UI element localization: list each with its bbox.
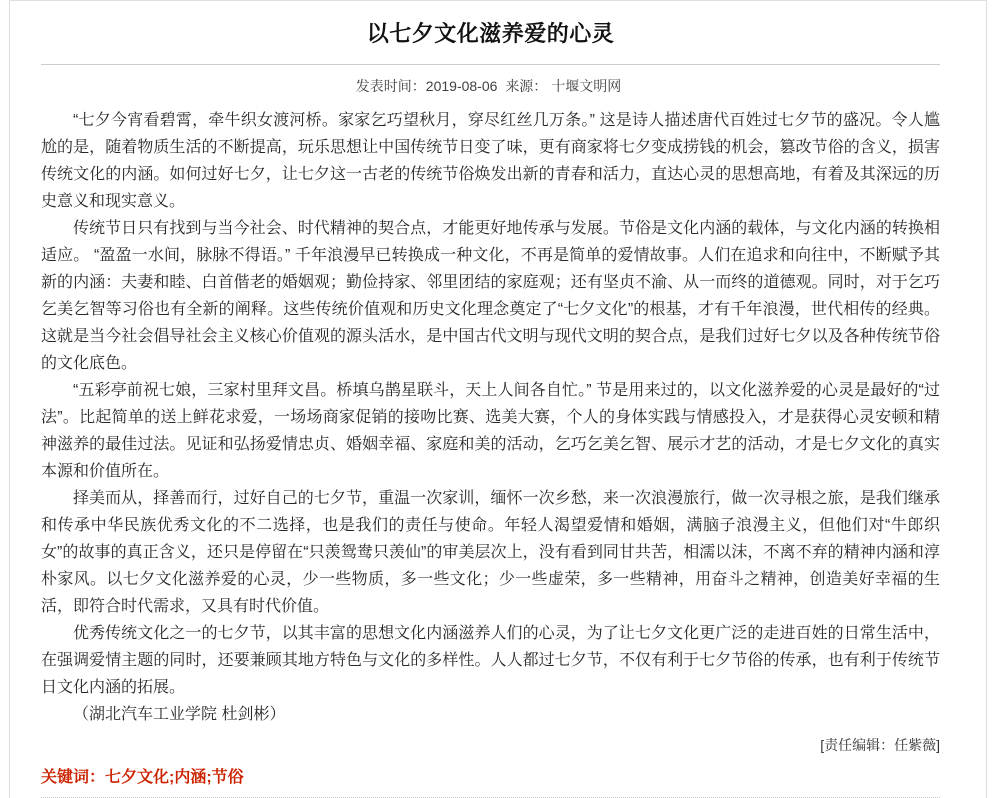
source-value: 十堰文明网 (551, 78, 622, 94)
article-container (10, 1, 986, 798)
editor-credit: [责任编辑：任紫薇] (820, 737, 940, 753)
article-meta (41, 65, 940, 105)
publish-time-value: 2019-08-06 (425, 78, 498, 94)
keywords-line (41, 767, 940, 789)
keywords-label: 关键词： (41, 769, 106, 786)
paragraph-2: 传统节日只有找到与当今社会、时代精神的契合点，才能更好地传承与发展。节俗是文化内涵的载体，与文化内涵的转换相适应。 “盈盈一水间，脉脉不得语。” 千年浪漫早已转换成一种文化，不再是简单的爱情故事。人们在追求和向往中，不断赋予其新的内涵：夫妻和睦、白首偕老的婚姻观；勤俭持家、邻里团结的家庭观；还有坚贞不渝、从一而终的道德观。同时，对于乞巧乞美乞智等习俗也有全新的阐释。这些传统价值观和历史文化理念奠定了“七夕文化”的根基，才有千年浪漫，世代相传的经典。这就是当今社会倡导社会主义核心价值观的源头活水，是中国古代文明与现代文明的契合点，是我们过好七夕以及各种传统节俗的文化底色。 (41, 220, 940, 372)
article-page-frame (9, 0, 987, 798)
paragraph-3: “五彩亭前祝七娘，三家村里拜文昌。桥填乌鹊星联斗，天上人间各自忙。” 节是用来过的，以文化滋养爱的心灵是最好的“过法”。比起简单的送上鲜花求爱，一场场商家促销的接吻比赛、选美大赛，个人的身体实践与情感投入，才是获得心灵安顿和精神滋养的最佳过法。见证和弘扬爱情忠贞、婚姻幸福、家庭和美的活动，乞巧乞美乞智、展示才艺的活动，才是七夕文化的真实本源和价值所在。 (41, 382, 940, 480)
source-label: 来源： (505, 78, 548, 94)
article-title: 以七夕文化滋养爱的心灵 (366, 21, 615, 46)
keywords-value: 七夕文化;内涵;节俗 (105, 769, 244, 786)
paragraph-4: 择美而从，择善而行，过好自己的七夕节，重温一次家训，缅怀一次乡愁，来一次浪漫旅行，做一次寻根之旅，是我们继承和传承中华民族优秀文化的不二选择，也是我们的责任与使命。年轻人渴望爱情和婚姻，满脑子浪漫主义，但他们对“牛郎织女”的故事的真正含义，还只是停留在“只羡鸳鸯只羡仙”的审美层次上，没有看到同甘共苦，相濡以沫，不离不弃的精神内涵和淳朴家风。以七夕文化滋养爱的心灵，少一些物质，多一些文化；少一些虚荣，多一些精神，用奋斗之精神，创造美好幸福的生活，即符合时代需求，又具有时代价值。 (41, 490, 940, 615)
paragraph-5: 优秀传统文化之一的七夕节，以其丰富的思想文化内涵滋养人们的心灵，为了让七夕文化更广泛的走进百姓的日常生活中，在强调爱情主题的同时，还要兼顾其地方特色与文化的多样性。人人都过七夕节，不仅有利于七夕节俗的传承，也有利于传统节日文化内涵的拓展。 (41, 625, 940, 696)
paragraph-1: “七夕今宵看碧霄，牵牛织女渡河桥。家家乞巧望秋月，穿尽红丝几万条。” 这是诗人描述唐代百姓过七夕节的盛况。令人尴尬的是，随着物质生活的不断提高，玩乐思想让中国传统节日变了味，更有商家将七夕变成捞钱的机会，篡改节俗的含义，损害传统文化的内涵。如何过好七夕，让七夕这一古老的传统节俗焕发出新的青春和活力，直达心灵的思想高地，有着及其深远的历史意义和现实意义。 (41, 112, 940, 210)
article-body (41, 107, 940, 728)
publish-time-label: 发表时间： (355, 78, 426, 94)
author-byline: （湖北汽车工业学院 杜剑彬） (73, 706, 286, 723)
